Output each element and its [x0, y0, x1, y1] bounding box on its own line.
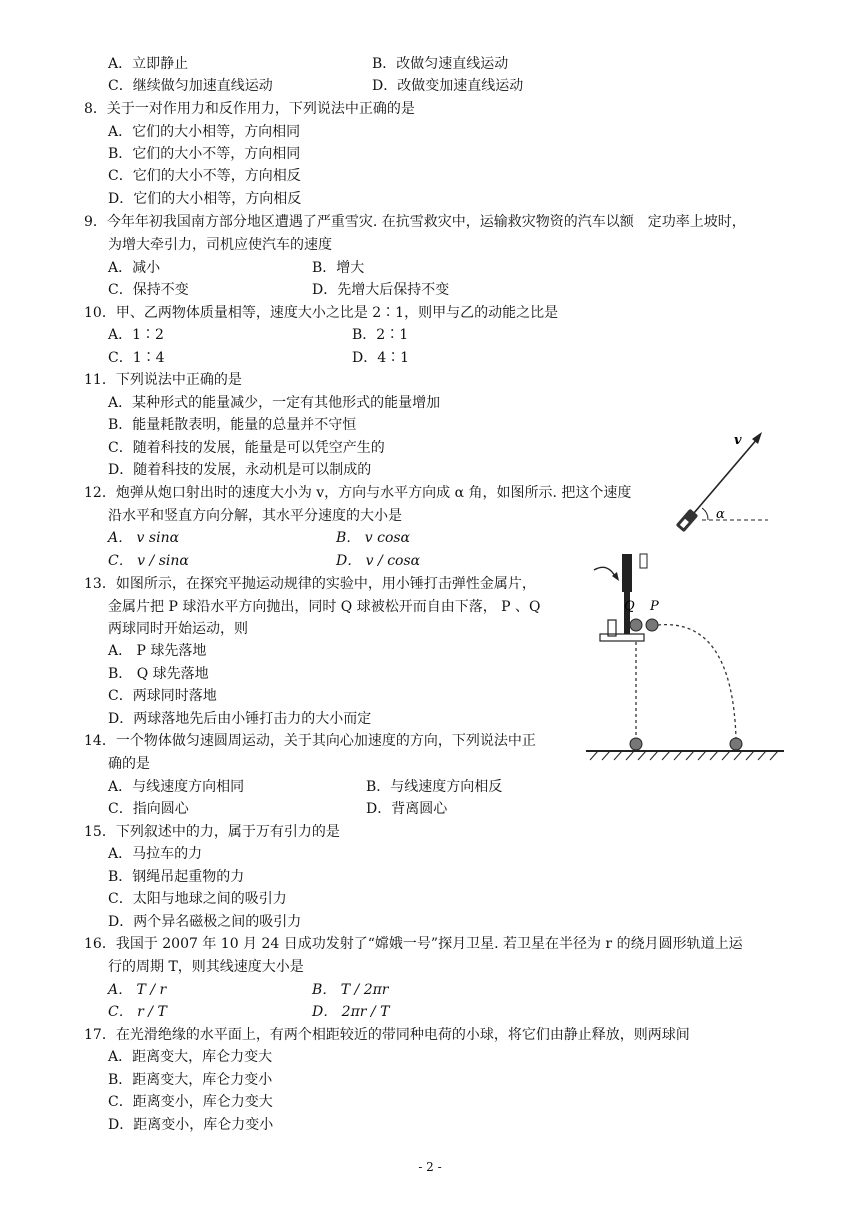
q16-stem-line2: 行的周期 T，则其线速度大小是 — [108, 959, 304, 975]
q16-option-b: B． T / 2πr — [312, 982, 389, 998]
angle-arc — [702, 508, 708, 520]
q13-option-b: B． Q 球先落地 — [108, 666, 209, 682]
q17-option-b: B．距离变大，库仑力变小 — [108, 1072, 273, 1088]
q12-option-a: A． v sinα — [108, 530, 180, 546]
q9-option-a: A．减小 — [108, 260, 161, 276]
q13-option-c: C．两球同时落地 — [108, 688, 217, 704]
q11-option-d: D．随着科技的发展，永动机是可以制成的 — [108, 462, 372, 478]
q7-option-b: B．改做匀速直线运动 — [372, 56, 509, 72]
q10-option-a: A．1∶2 — [108, 327, 164, 343]
q13-option-a: A． P 球先落地 — [108, 643, 207, 659]
q13-stem-line2: 金属片把 P 球沿水平方向抛出，同时 Q 球被松开而自由下落， P 、Q — [108, 599, 541, 615]
hammer-handle — [622, 554, 632, 592]
q11-stem: 11．下列说法中正确的是 — [84, 372, 242, 388]
q17-stem: 17．在光滑绝缘的水平面上，有两个相距较近的带同种电荷的小球，将它们由静止释放，则两球间 — [84, 1027, 690, 1043]
stand-base — [600, 634, 644, 641]
q14-option-d: D．背离圆心 — [366, 801, 448, 817]
q15-stem: 15．下列叙述中的力，属于万有引力的是 — [84, 824, 340, 840]
q11-option-a: A．某种形式的能量减少，一定有其他形式的能量增加 — [108, 395, 441, 411]
q16-option-d: D． 2πr / T — [312, 1004, 390, 1020]
q10-stem: 10．甲、乙两物体质量相等，速度大小之比是 2∶1，则甲与乙的动能之比是 — [84, 305, 559, 321]
q8-option-d: D．它们的大小相等，方向相反 — [108, 191, 302, 207]
q17-option-c: C．距离变小，库仑力变大 — [108, 1094, 273, 1110]
page-number: - 2 - — [418, 1160, 442, 1174]
velocity-label: v — [734, 433, 742, 448]
q7-option-d: D．改做变加速直线运动 — [372, 78, 524, 94]
q12-option-c: C． v / sinα — [108, 553, 189, 569]
q9-stem-line2: 为增大牵引力，司机应使汽车的速度 — [108, 237, 332, 253]
q17-option-d: D．距离变小，库仑力变小 — [108, 1117, 274, 1133]
q7-option-c: C．继续做匀加速直线运动 — [108, 78, 273, 94]
q10-option-d: D．4∶1 — [352, 350, 410, 366]
q16-option-a: A． T / r — [108, 982, 167, 998]
q14-option-b: B．与线速度方向相反 — [366, 779, 503, 795]
ball-q — [630, 619, 642, 631]
q7-option-a: A．立即静止 — [108, 56, 189, 72]
q14-option-a: A．与线速度方向相同 — [108, 779, 245, 795]
q9-stem-line1: 9．今年年初我国南方部分地区遭遇了严重雪灾. 在抗雪救灾中，运输救灾物资的汽车以额 定功率上坡时， — [84, 214, 746, 230]
q9-option-b: B．增大 — [312, 260, 365, 276]
q14-option-c: C．指向圆心 — [108, 801, 189, 817]
q9-option-c: C．保持不变 — [108, 282, 189, 298]
q16-stem-line1: 16．我国于 2007 年 10 月 24 日成功发射了“嫦娥一号”探月卫星. 若卫星在半径为 r 的绕月圆形轨道上运 — [84, 936, 743, 952]
q11-option-b: B．能量耗散表明，能量的总量并不守恒 — [108, 417, 357, 433]
q12-stem-line1: 12．炮弹从炮口射出时的速度大小为 v，方向与水平方向成 α 角，如图所示. 把这个速度 — [84, 485, 632, 501]
ground-hatching — [590, 751, 778, 760]
cannon-velocity-figure — [672, 424, 772, 536]
q15-option-a: A．马拉车的力 — [108, 846, 203, 862]
q8-option-a: A．它们的大小相等，方向相同 — [108, 124, 301, 140]
q16-option-c: C． r / T — [108, 1004, 167, 1020]
q13-stem-line1: 13．如图所示，在探究平抛运动规律的实验中，用小锤打击弹性金属片， — [84, 576, 536, 592]
projectile-apparatus-figure — [582, 548, 788, 766]
ball-p-label: P — [650, 599, 659, 614]
q15-option-c: C．太阳与地球之间的吸引力 — [108, 891, 287, 907]
q8-stem: 8．关于一对作用力和反作用力，下列说法中正确的是 — [84, 101, 415, 117]
q17-option-a: A．距离变大，库仑力变大 — [108, 1049, 273, 1065]
q12-option-d: D． v / cosα — [336, 553, 421, 569]
q13-stem-line3: 两球同时开始运动，则 — [108, 621, 248, 637]
q12-stem-line2: 沿水平和竖直方向分解，其水平分速度的大小是 — [108, 508, 402, 524]
q8-option-c: C．它们的大小不等，方向相反 — [108, 168, 301, 184]
q8-option-b: B．它们的大小不等，方向相同 — [108, 146, 301, 162]
q11-option-c: C．随着科技的发展，能量是可以凭空产生的 — [108, 440, 385, 456]
q10-option-b: B．2∶1 — [352, 327, 409, 343]
q15-option-b: B．钢绳吊起重物的力 — [108, 869, 245, 885]
q13-option-d: D．两球落地先后由小锤打击力的大小而定 — [108, 711, 372, 727]
ball-q-label: Q — [624, 599, 635, 614]
q14-stem-line2: 确的是 — [108, 756, 150, 772]
ball-p — [646, 619, 658, 631]
q9-option-d: D．先增大后保持不变 — [312, 282, 450, 298]
q12-option-b: B． v cosα — [336, 530, 411, 546]
q10-option-c: C．1∶4 — [108, 350, 165, 366]
q15-option-d: D．两个异名磁极之间的吸引力 — [108, 914, 302, 930]
angle-label: α — [716, 507, 725, 522]
hammer-head — [640, 554, 647, 568]
p-parabola-path — [658, 625, 736, 738]
q14-stem-line1: 14．一个物体做匀速圆周运动，关于其向心加速度的方向，下列说法中正 — [84, 733, 536, 749]
